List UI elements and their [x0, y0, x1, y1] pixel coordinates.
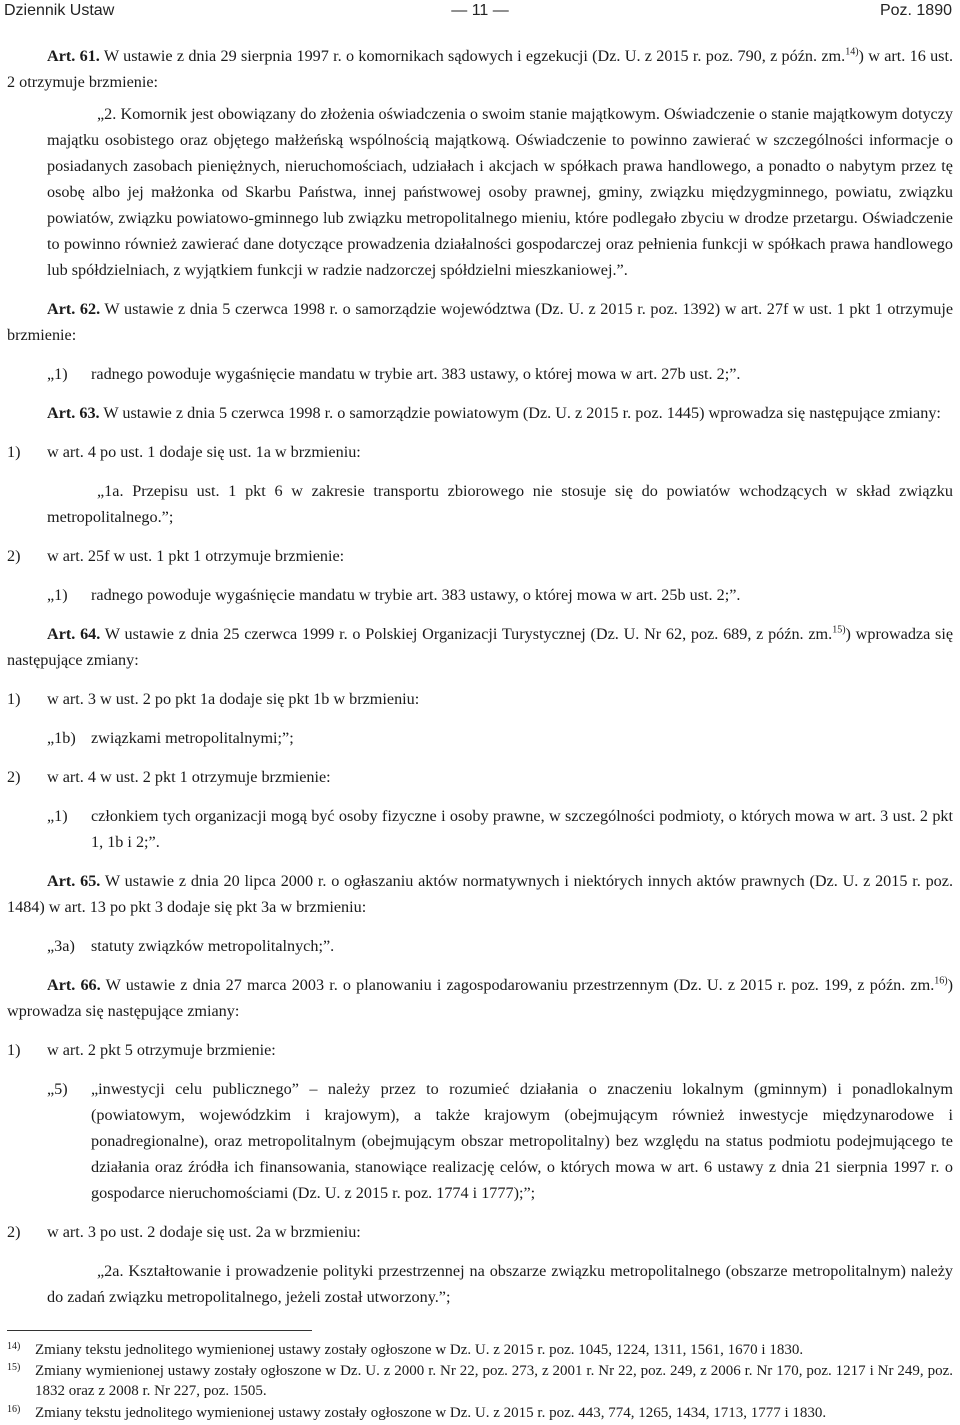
article-label: Art. 65. — [47, 872, 101, 890]
art-66-intro: Art. 66. W ustawie z dnia 27 marca 2003 r. o planowaniu i zagospodarowaniu przestrzennym (Dz. U. z 2015 r. poz. 199, z późn. zm.$^{16)}$) wprowadza się następujące zmiany: — [7, 975, 953, 1020]
footnote-ref: 14) — [845, 46, 859, 58]
art-64-intro: Art. 64. W ustawie z dnia 25 czerwca 1999 r. o Polskiej Organizacji Turystycznej (Dz. U. Nr 62, poz. 689, z późn. zm.$^{15)}$) wprowadza się następujące zmiany: — [7, 624, 954, 669]
footnote-text: Zmiany tekstu jednolitego wymienionej ustawy zostały ogłoszone w Dz. U. z 2015 r. poz. 1045, 1224, 1311, 1561, 1670 i 1830. — [35, 1342, 804, 1358]
article-label: Art. 66. — [47, 976, 101, 994]
article-label: Art. 61. — [47, 47, 100, 65]
art-63-quoted-item: „1) radnego powoduje wygaśnięcie mandatu w trybie art. 383 ustawy, o której mowa w art. 25b ust. 2;”. — [47, 586, 741, 604]
footnote-text: Zmiany tekstu jednolitego wymienionej ustawy zostały ogłoszone w Dz. U. z 2015 r. poz. 443, 774, 1265, 1434, 1713, 1777 i 1830. — [35, 1405, 827, 1421]
footnote-15 — [7, 1361, 953, 1401]
art-63-quote-1a: „1a. Przepisu ust. 1 pkt 6 w zakresie transportu zbiorowego nie stosuje się do powiatów wchodzących w skład związku metropolitalnego.”; — [47, 482, 953, 526]
footnote-ref: 16) — [934, 975, 948, 987]
footnote-number: 14) — [7, 1341, 21, 1352]
footnote-separator — [7, 1330, 312, 1331]
article-label: Art. 62. — [47, 300, 101, 318]
footnote-14 — [7, 1340, 953, 1360]
page-header — [0, 0, 960, 22]
article-label: Art. 63. — [47, 404, 100, 422]
art-65-quoted-item: „3a) statuty związków metropolitalnych;”. — [47, 937, 335, 955]
art-64-quoted-item-1: „1) członkiem tych organizacji mogą być osoby fizyczne i osoby prawne, w szczególności podmioty, o których mowa w art. 3 ust. 2 pkt 1, 1b i 2;”. — [47, 807, 953, 851]
art-66-point-1: 1) w art. 2 pkt 5 otrzymuje brzmienie: — [7, 1041, 276, 1059]
art-63-point-1: 1) w art. 4 po ust. 1 dodaje się ust. 1a w brzmieniu: — [7, 443, 361, 461]
art-64-point-2: 2) w art. 4 w ust. 2 pkt 1 otrzymuje brzmienie: — [7, 768, 331, 786]
footnote-number: 16) — [7, 1404, 21, 1415]
article-label: Art. 64. — [47, 625, 101, 643]
art-62-quoted-item: „1) radnego powoduje wygaśnięcie mandatu w trybie art. 383 ustawy, o której mowa w art. 27b ust. 2;”. — [47, 365, 741, 383]
art-64-point-1: 1) w art. 3 w ust. 2 po pkt 1a dodaje się pkt 1b w brzmieniu: — [7, 690, 420, 708]
art-61-intro: Art. 61. W ustawie z dnia 29 sierpnia 1997 r. o komornikach sądowych i egzekucji (Dz. U. z 2015 r. poz. 790, z późn. zm.$^{14)}$) w art. 16 ust. 2 otrzymuje brzmienie: — [7, 46, 954, 91]
art-61-quote: „2. Komornik jest obowiązany do złożenia oświadczenia o swoim stanie majątkowym. Oświadczenie o stanie majątkowym dotyczy majątku osobistego oraz objętego małżeńską wspólnością majątkową. Oświadczenie to powinno zawierać w szczególności informacje o posiadanych zasobach pieniężnych, nieruchomościach, udziałach i akcjach w spółkach prawa handlowego, a ponadto o nabytym przez tę osobę albo jej małżonka od Skarbu Państwa, innej państwowej osoby prawnej, gminy, związku międzygminnego, powiatu, związku powiatów, związku powiatowo-gminnego lub związku metropolitalnego mieniu, które podlegało zbyciu w drodze przetargu. Oświadczenie to powinno również zawierać dane dotyczące prowadzenia działalności gospodarczej oraz pełnienia funkcji w spółkach prawa handlowego lub spółdzielniach, z wyjątkiem funkcji w radzie nadzorczej spółdzielni mieszkaniowej.”. — [47, 105, 953, 279]
art-66-quote-2a: „2a. Kształtowanie i prowadzenie polityki przestrzennej na obszarze związku metropolitalnego (obszarze metropolitalnym) należy do zadań związku metropolitalnego, jeżeli został utworzony.”; — [47, 1262, 953, 1306]
art-66-quoted-item-5: „5) „inwestycji celu publicznego” – należy przez to rozumieć działania o znaczeniu lokalnym (gminnym) i ponadlokalnym (powiatowym, wojewódzkim i krajowym), a także krajowym (obejmującym również inwestycje międzynarodowe i ponadregionalne), oraz metropolitalnym (obejmującym obszar metropolitalny) bez względu na status podmiotu podejmującego te działania oraz źródła ich finansowania, stanowiące realizację celów, o których mowa w art. 6 ustawy z dnia 21 sierpnia 1997 r. o gospodarce nieruchomościami (Dz. U. z 2015 r. poz. 1774 i 1777);”; — [47, 1080, 953, 1202]
art-65-intro: Art. 65. W ustawie z dnia 20 lipca 2000 r. o ogłaszaniu aktów normatywnych i niektórych innych aktów prawnych (Dz. U. z 2015 r. poz. 1484) w art. 13 po pkt 3 dodaje się pkt 3a w brzmieniu: — [7, 872, 953, 916]
art-63-intro: Art. 63. W ustawie z dnia 5 czerwca 1998 r. o samorządzie powiatowym (Dz. U. z 2015 r. poz. 1445) wprowadza się następujące zmiany: — [47, 404, 941, 422]
document-body — [7, 43, 953, 1310]
footnote-16 — [7, 1403, 953, 1423]
art-66-point-2: 2) w art. 3 po ust. 2 dodaje się ust. 2a w brzmieniu: — [7, 1223, 361, 1241]
art-62-intro: Art. 62. W ustawie z dnia 5 czerwca 1998 r. o samorządzie województwa (Dz. U. z 2015 r. poz. 1392) w art. 27f w ust. 1 pkt 1 otrzymuje brzmienie: — [7, 300, 954, 344]
art-64-quoted-item-1b: „1b) związkami metropolitalnymi;”; — [47, 729, 294, 747]
footnote-text: Zmiany wymienionej ustawy zostały ogłoszone w Dz. U. z 2000 r. Nr 22, poz. 273, z 2001 r. Nr 22, poz. 249, z 2006 r. Nr 170, poz. 1217 i Nr 249, poz. 1832 oraz z 2008 r. Nr 227, poz. 1505. — [35, 1363, 953, 1399]
page-number: — 11 — — [451, 2, 509, 19]
footnote-ref: 15) — [832, 624, 846, 636]
position-number: Poz. 1890 — [879, 2, 952, 19]
art-63-point-2: 2) w art. 25f w ust. 1 pkt 1 otrzymuje brzmienie: — [7, 547, 345, 565]
footnote-number: 15) — [7, 1362, 21, 1373]
journal-title: Dziennik Ustaw — [4, 2, 115, 19]
